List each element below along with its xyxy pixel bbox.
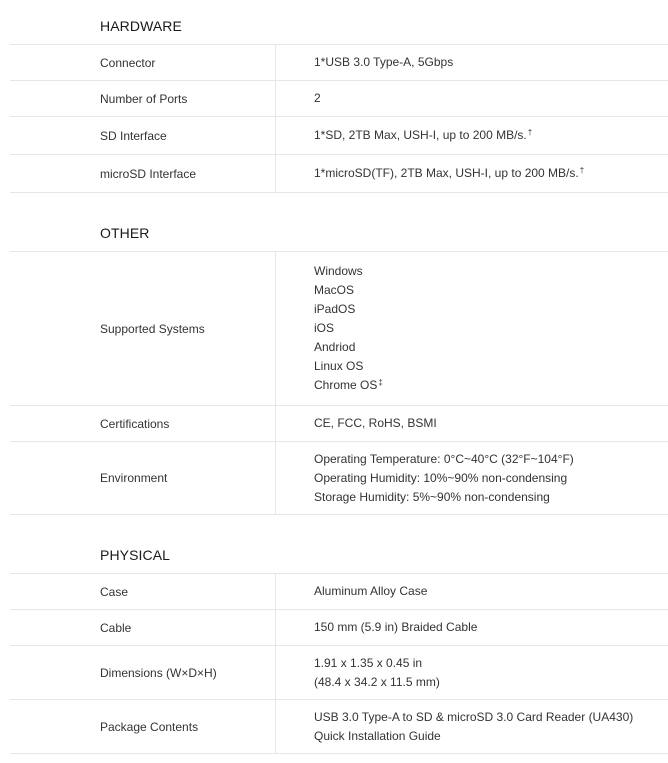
spec-row-supported-systems bbox=[10, 252, 668, 406]
spec-table-physical bbox=[10, 573, 668, 754]
spec-label: Number of Ports bbox=[10, 81, 276, 116]
spec-table-hardware bbox=[10, 44, 668, 193]
spec-label: Connector bbox=[10, 45, 276, 80]
spec-value-line: iPadOS bbox=[314, 302, 356, 316]
spec-row-case bbox=[10, 574, 668, 610]
spec-row-dimensions bbox=[10, 646, 668, 700]
spec-value bbox=[276, 574, 668, 609]
spec-value-line: Aluminum Alloy Case bbox=[314, 584, 428, 598]
spec-value bbox=[276, 610, 668, 645]
spec-label: Cable bbox=[10, 610, 276, 645]
spec-value-line: Operating Humidity: 10%~90% non-condensing bbox=[314, 470, 568, 485]
spec-row-sd-interface bbox=[10, 117, 668, 155]
spec-value bbox=[276, 252, 668, 405]
spec-row-certifications bbox=[10, 406, 668, 442]
spec-value-line: 150 mm (5.9 in) Braided Cable bbox=[314, 620, 478, 634]
spec-value-line: 1*microSD(TF), 2TB Max, USH-I, up to 200 MB/s.† bbox=[314, 166, 585, 180]
spec-label: Certifications bbox=[10, 406, 276, 441]
spec-value bbox=[276, 45, 668, 80]
spec-value bbox=[276, 442, 668, 514]
section-title-physical: PHYSICAL bbox=[100, 547, 171, 563]
spec-value-line: CE, FCC, RoHS, BSMI bbox=[314, 416, 437, 430]
spec-label: microSD Interface bbox=[10, 155, 276, 192]
section-title-other: OTHER bbox=[100, 225, 150, 241]
spec-value-line: Chrome OS‡ bbox=[314, 378, 383, 392]
spec-value-line: Storage Humidity: 5%~90% non-condensing bbox=[314, 489, 550, 504]
spec-value-line: MacOS bbox=[314, 283, 355, 297]
spec-value-line: 1*SD, 2TB Max, USH-I, up to 200 MB/s.† bbox=[314, 128, 533, 142]
spec-value-line: USB 3.0 Type-A to SD & microSD 3.0 Card Reader (UA430) bbox=[314, 709, 634, 724]
spec-label: Dimensions (W×D×H) bbox=[10, 646, 276, 699]
spec-value-line: 1.91 x 1.35 x 0.45 in bbox=[314, 655, 423, 670]
spec-value-line: Windows bbox=[314, 264, 363, 278]
spec-value bbox=[276, 646, 668, 699]
spec-label: SD Interface bbox=[10, 117, 276, 154]
spec-label: Package Contents bbox=[10, 700, 276, 753]
spec-value bbox=[276, 117, 668, 154]
spec-value-line: 1*USB 3.0 Type-A, 5Gbps bbox=[314, 55, 454, 69]
spec-value-line: Quick Installation Guide bbox=[314, 728, 441, 743]
spec-value-line: (48.4 x 34.2 x 11.5 mm) bbox=[314, 674, 440, 689]
section-title-hardware: HARDWARE bbox=[100, 18, 182, 34]
dagger-footnote-mark: † bbox=[527, 128, 533, 137]
spec-row-package-contents bbox=[10, 700, 668, 754]
spec-value-line: Andriod bbox=[314, 340, 356, 354]
spec-label: Supported Systems bbox=[10, 252, 276, 405]
double-dagger-footnote-mark: ‡ bbox=[378, 378, 383, 387]
spec-row-microsd-interface bbox=[10, 155, 668, 193]
spec-row-cable bbox=[10, 610, 668, 646]
spec-value bbox=[276, 406, 668, 441]
spec-value bbox=[276, 81, 668, 116]
spec-value bbox=[276, 700, 668, 753]
spec-row-number-of-ports bbox=[10, 81, 668, 117]
spec-table-other bbox=[10, 251, 668, 515]
spec-value-line: iOS bbox=[314, 321, 335, 335]
spec-value-line: Operating Temperature: 0°C~40°C (32°F~104°F) bbox=[314, 451, 574, 466]
spec-value-line: 2 bbox=[314, 91, 321, 105]
spec-row-environment bbox=[10, 442, 668, 515]
spec-label: Case bbox=[10, 574, 276, 609]
spec-row-connector bbox=[10, 45, 668, 81]
dagger-footnote-mark: † bbox=[579, 166, 585, 175]
spec-value bbox=[276, 155, 668, 192]
spec-label: Environment bbox=[10, 442, 276, 514]
spec-value-line: Linux OS bbox=[314, 359, 364, 373]
